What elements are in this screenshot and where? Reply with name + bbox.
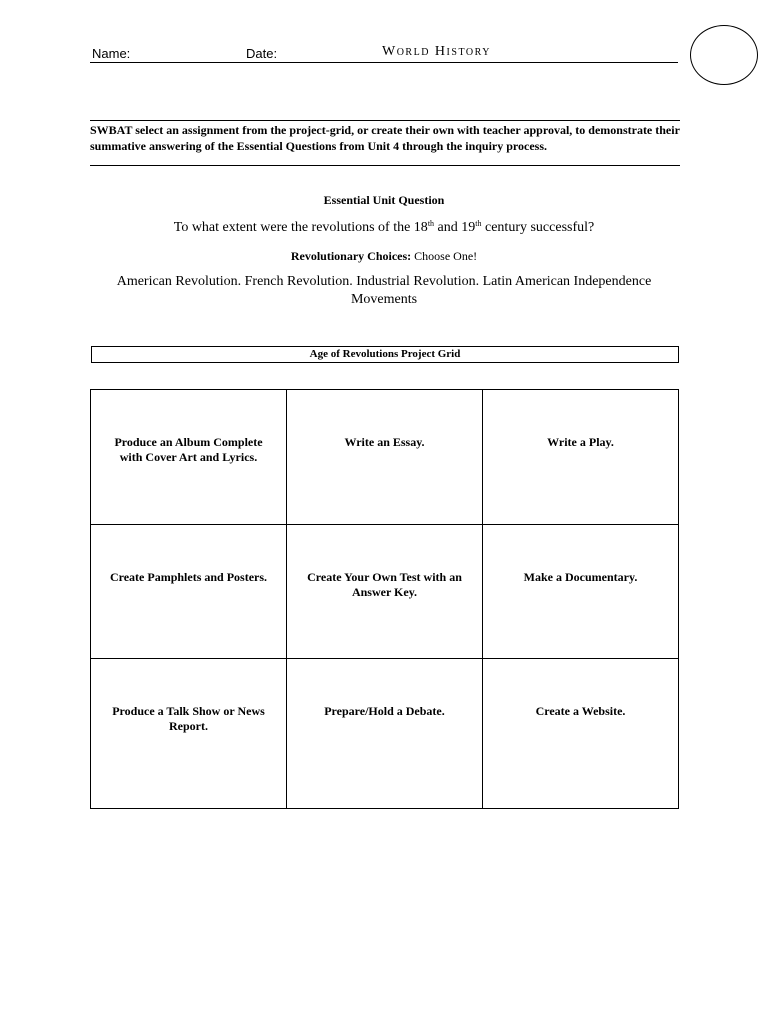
superscript-th-2: th xyxy=(475,219,482,228)
date-label: Date: xyxy=(246,46,278,61)
essential-question-heading: Essential Unit Question xyxy=(323,193,445,207)
revolutionary-choices xyxy=(0,249,768,264)
essential-question xyxy=(0,220,768,236)
grid-cell: Create Pamphlets and Posters. xyxy=(91,524,287,659)
grid-cell: Write a Play. xyxy=(483,390,679,525)
grade-circle xyxy=(690,25,758,85)
objective-text: SWBAT select an assignment from the project-grid, or create their own with teacher approval, to demonstrate their summative answering of the Essential Questions from Unit 4 through the inquiry process. xyxy=(90,123,680,153)
grid-cell: Make a Documentary. xyxy=(483,524,679,659)
grid-cell: Prepare/Hold a Debate. xyxy=(287,659,483,809)
question-text-1: To what extent were the revolutions of the 18 xyxy=(173,220,428,235)
grid-cell: Create Your Own Test with an Answer Key. xyxy=(287,524,483,659)
project-grid xyxy=(90,389,679,809)
header-rule xyxy=(90,62,678,63)
name-label: Name: xyxy=(92,46,131,61)
revolution-options: American Revolution. French Revolution. Industrial Revolution. Latin American Independence Movements xyxy=(116,274,652,307)
objective-rule-top xyxy=(90,120,680,121)
superscript-th-1: th xyxy=(427,219,435,228)
grid-row xyxy=(91,659,679,809)
grid-cell: Write an Essay. xyxy=(287,390,483,525)
objective-rule-bottom xyxy=(90,165,680,166)
question-text-3: century successful? xyxy=(481,220,595,235)
question-text-2: and 19 xyxy=(434,220,476,235)
project-grid-title: Age of Revolutions Project Grid xyxy=(91,346,679,363)
grid-cell: Produce an Album Complete with Cover Art and Lyrics. xyxy=(91,390,287,525)
choices-label: Revolutionary Choices: xyxy=(290,249,412,263)
grid-row xyxy=(91,524,679,659)
grid-cell: Create a Website. xyxy=(483,659,679,809)
grid-row xyxy=(91,390,679,525)
choices-instruction: Choose One! xyxy=(411,249,478,263)
course-title: World History xyxy=(382,44,491,59)
grid-cell: Produce a Talk Show or News Report. xyxy=(91,659,287,809)
